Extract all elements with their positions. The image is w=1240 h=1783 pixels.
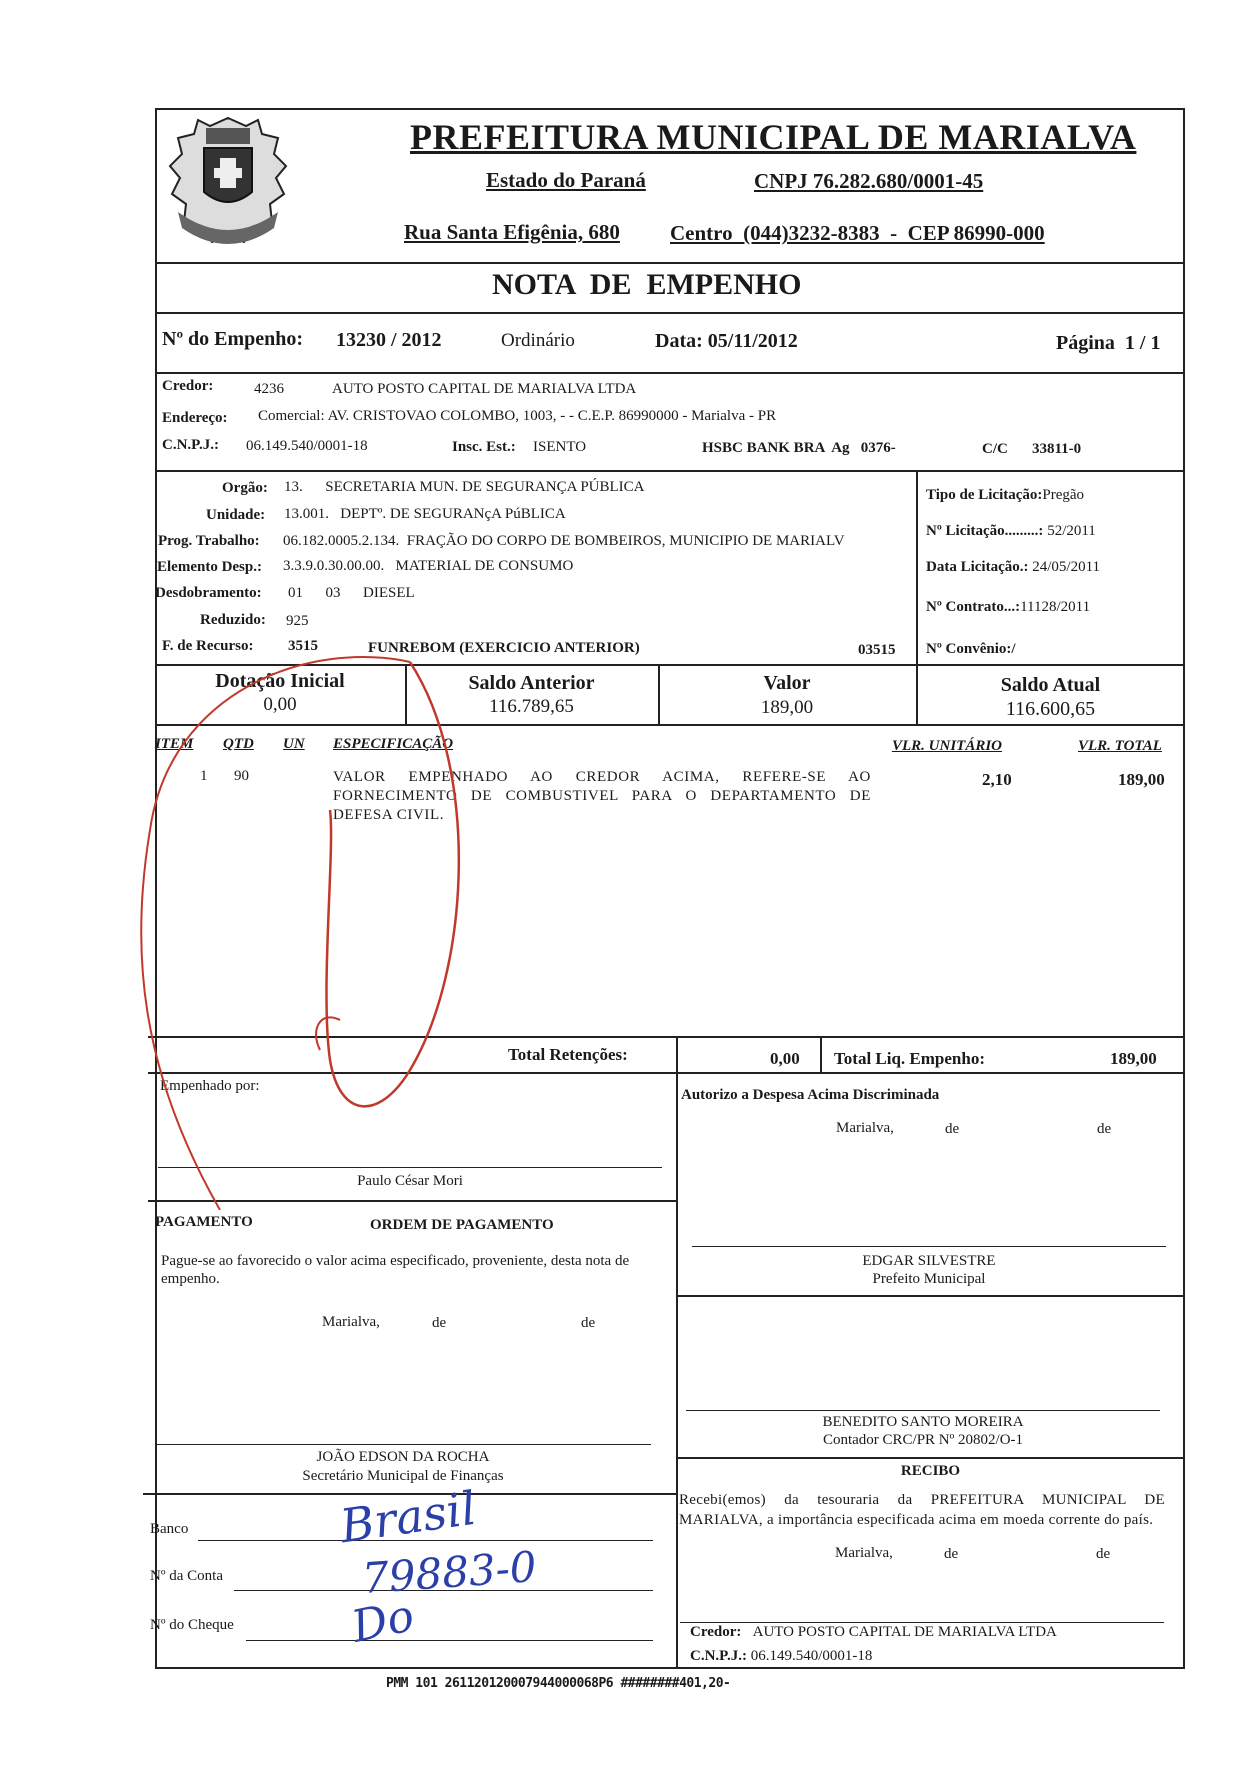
bank-info: HSBC BANK BRA Ag 0376- bbox=[702, 440, 896, 456]
credor-address: Comercial: AV. CRISTOVAO COLOMBO, 1003, - - C.E.P. 86990000 - Marialva - PR bbox=[258, 408, 777, 424]
recurso-code: 3515 bbox=[288, 638, 318, 654]
cnpj-field-label: C.N.P.J.: bbox=[162, 437, 219, 453]
pagamento-city: Marialva, bbox=[322, 1314, 380, 1330]
reduzido-value: 925 bbox=[286, 613, 309, 629]
recibo-city: Marialva, bbox=[835, 1545, 893, 1561]
col-header-qtd: QTD bbox=[223, 736, 254, 752]
handwritten-cheque: Do bbox=[347, 1590, 419, 1653]
empenho-label: Nº do Empenho: bbox=[162, 328, 304, 350]
row-qtd: 90 bbox=[234, 768, 249, 784]
unidade-value: 13.001. DEPTº. DE SEGURANçA PúBLICA bbox=[284, 506, 566, 522]
desdobramento-label: Desdobramento: bbox=[155, 585, 262, 601]
prefeitura-title: PREFEITURA MUNICIPAL DE MARIALVA bbox=[410, 117, 1137, 157]
contador-name: BENEDITO SANTO MOREIRA bbox=[822, 1414, 1024, 1430]
cnpj-label: CNPJ 76.282.680/0001-45 bbox=[754, 169, 984, 193]
row-unit-value: 2,10 bbox=[982, 770, 1012, 789]
empenho-date: Data: 05/11/2012 bbox=[655, 330, 798, 352]
empenhado-label: Empenhado por: bbox=[160, 1078, 260, 1094]
pagamento-de2: de bbox=[581, 1315, 596, 1331]
tipo-licitacao-label: Tipo de Licitação:Pregão bbox=[926, 487, 1085, 503]
pagamento-text: Pague-se ao favorecido o valor acima especificado, proveniente, desta nota de empenho. bbox=[161, 1253, 630, 1287]
empenho-type: Ordinário bbox=[501, 330, 575, 351]
document-title: NOTA DE EMPENHO bbox=[492, 268, 802, 301]
valor-value: 189,00 bbox=[760, 697, 814, 718]
saldo-atual-label: Saldo Atual bbox=[1000, 674, 1101, 696]
data-licitacao-label: Data Licitação.: 24/05/2011 bbox=[926, 559, 1101, 575]
credor-label: Credor: bbox=[162, 378, 214, 394]
prog-value: 06.182.0005.2.134. FRAÇÃO DO CORPO DE BOMBEIROS, MUNICIPIO DE MARIALV bbox=[283, 533, 845, 549]
col-header-item: ITEM bbox=[155, 736, 194, 752]
handwritten-banco: Brasil bbox=[336, 1480, 480, 1554]
banco-label: Banco bbox=[150, 1521, 189, 1537]
recurso-name: FUNREBOM (EXERCICIO ANTERIOR) bbox=[368, 640, 640, 656]
ordem-pagamento-title: ORDEM DE PAGAMENTO bbox=[370, 1217, 554, 1233]
contrato-label: Nº Contrato...:11128/2011 bbox=[926, 599, 1091, 615]
col-header-vlr-total: VLR. TOTAL bbox=[1078, 738, 1162, 754]
row-specification: VALOR EMPENHADO AO CREDOR ACIMA, REFERE-SE AO FORNECIMENTO DE COMBUSTIVEL PARA O DEPARTAMENTO DE DEFESA CIVIL. bbox=[333, 769, 871, 823]
street-label: Rua Santa Efigênia, 680 bbox=[404, 220, 620, 244]
col-header-vlr-unitario: VLR. UNITÁRIO bbox=[892, 738, 1003, 754]
empenho-number: 13230 / 2012 bbox=[336, 329, 442, 351]
credor-code: 4236 bbox=[254, 381, 284, 397]
row-total-value: 189,00 bbox=[1118, 770, 1165, 789]
recurso-number: 03515 bbox=[858, 642, 896, 658]
edgar-role: Prefeito Municipal bbox=[872, 1271, 986, 1287]
cheque-label: Nº do Cheque bbox=[150, 1617, 234, 1633]
autorizo-de1: de bbox=[945, 1121, 960, 1137]
dotacao-inicial-label: Dotação Inicial bbox=[215, 670, 345, 692]
autorizo-title: Autorizo a Despesa Acima Discriminada bbox=[681, 1087, 940, 1103]
convenio-label: Nº Convênio:/ bbox=[926, 641, 1016, 657]
empenhado-name: Paulo César Mori bbox=[357, 1173, 463, 1189]
orgao-value: 13. SECRETARIA MUN. DE SEGURANÇA PÚBLICA bbox=[284, 479, 645, 495]
address-label: Centro (044)3232-8383 - CEP 86990-000 bbox=[670, 221, 1045, 245]
credor-name: AUTO POSTO CAPITAL DE MARIALVA LTDA bbox=[332, 381, 637, 397]
retencoes-value: 0,00 bbox=[770, 1049, 800, 1068]
valor-label: Valor bbox=[763, 672, 811, 694]
autorizo-de2: de bbox=[1097, 1121, 1112, 1137]
footer-code: PMM 101 261120120007944000068P6 ########401,20- bbox=[386, 1676, 731, 1691]
joao-name: JOÃO EDSON DA ROCHA bbox=[316, 1449, 490, 1465]
state-label: Estado do Paraná bbox=[486, 168, 646, 192]
elemento-label: Elemento Desp.: bbox=[157, 559, 262, 575]
total-liq-value: 189,00 bbox=[1110, 1049, 1157, 1068]
recibo-title: RECIBO bbox=[900, 1463, 961, 1479]
row-item: 1 bbox=[200, 768, 208, 784]
handwritten-conta: 79883-0 bbox=[360, 1541, 539, 1604]
orgao-label: Orgão: bbox=[222, 480, 268, 496]
retencoes-label: Total Retenções: bbox=[508, 1045, 628, 1064]
elemento-value: 3.3.9.0.30.00.00. MATERIAL DE CONSUMO bbox=[283, 558, 574, 574]
insc-label: Insc. Est.: bbox=[452, 439, 516, 455]
contador-role: Contador CRC/PR Nº 20802/O-1 bbox=[822, 1432, 1024, 1448]
autorizo-city: Marialva, bbox=[836, 1120, 894, 1136]
recibo-de1: de bbox=[944, 1546, 959, 1562]
dotacao-inicial-value: 0,00 bbox=[263, 694, 297, 715]
red-signature-stamp bbox=[110, 650, 490, 1210]
cc-value: 33811-0 bbox=[1032, 441, 1082, 457]
recurso-label: F. de Recurso: bbox=[162, 638, 254, 654]
desdobramento-value: 01 03 DIESEL bbox=[288, 585, 415, 601]
edgar-name: EDGAR SILVESTRE bbox=[862, 1253, 996, 1269]
saldo-anterior-value: 116.789,65 bbox=[489, 696, 574, 717]
recibo-de2: de bbox=[1096, 1546, 1111, 1562]
address-field-label: Endereço: bbox=[162, 410, 228, 426]
unidade-label: Unidade: bbox=[206, 507, 266, 523]
reduzido-label: Reduzido: bbox=[200, 612, 266, 628]
total-liq-label: Total Liq. Empenho: bbox=[834, 1049, 985, 1068]
num-licitacao-label: Nº Licitação.........: 52/2011 bbox=[926, 523, 1096, 539]
conta-label: Nº da Conta bbox=[150, 1568, 223, 1584]
recibo-text: Recebi(emos) da tesouraria da PREFEITURA MUNICIPAL DE MARIALVA, a importância especificada acima em moeda corrente do país. bbox=[679, 1492, 1165, 1528]
saldo-anterior-label: Saldo Anterior bbox=[468, 672, 595, 694]
recibo-cnpj: C.N.P.J.: 06.149.540/0001-18 bbox=[690, 1648, 873, 1664]
pagamento-label: PAGAMENTO bbox=[155, 1214, 253, 1230]
col-header-especificacao: ESPECIFICAÇÃO bbox=[333, 736, 454, 752]
credor-cnpj: 06.149.540/0001-18 bbox=[246, 438, 368, 454]
pagamento-de1: de bbox=[432, 1315, 447, 1331]
insc-value: ISENTO bbox=[533, 439, 587, 455]
coat-of-arms-logo bbox=[158, 108, 298, 258]
prog-label: Prog. Trabalho: bbox=[158, 533, 260, 549]
recibo-credor: Credor: AUTO POSTO CAPITAL DE MARIALVA LTDA bbox=[690, 1624, 1057, 1640]
saldo-atual-value: 116.600,65 bbox=[1005, 698, 1096, 720]
page-number: Página 1 / 1 bbox=[1056, 332, 1161, 354]
cc-label: C/C bbox=[982, 441, 1008, 457]
joao-role: Secretário Municipal de Finanças bbox=[302, 1468, 504, 1484]
col-header-un: UN bbox=[283, 736, 305, 752]
